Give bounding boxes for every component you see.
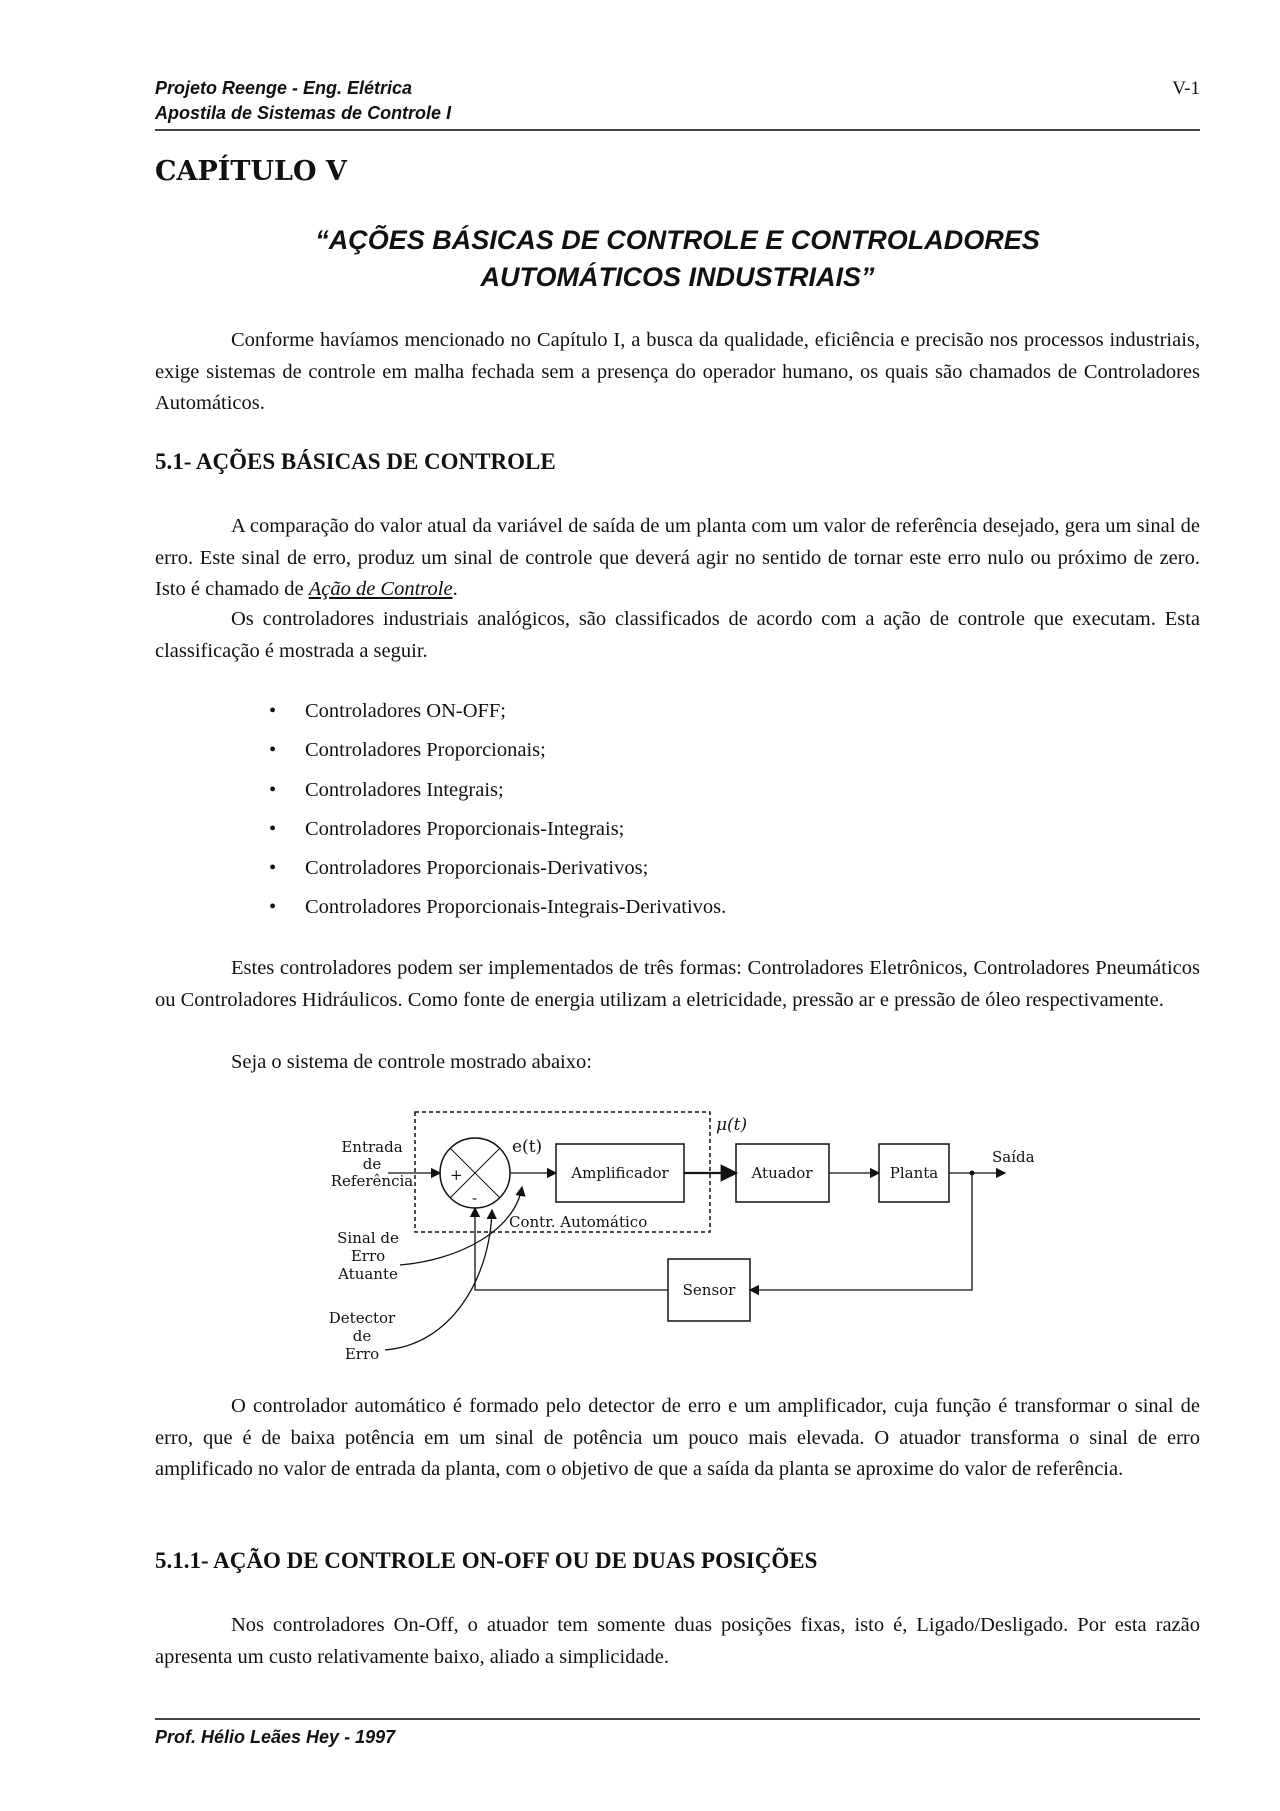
paragraph-on-off: Nos controladores On-Off, o atuador tem somente duas posições fixas, isto é, Ligado/Desligado. Por esta razão apresenta um custo relativamente baixo, aliado a simplicidade.	[155, 1614, 1200, 1668]
header-rule	[155, 129, 1200, 131]
control-system-block-diagram	[300, 1090, 1060, 1380]
label-line: de	[352, 1327, 372, 1345]
paragraph-controller-description: O controlador automático é formado pelo detector de erro e um amplificador, cuja função é transformar o sinal de erro, que é de baixa potência em um sinal de potência um pouco mais elevada. O atuador transforma o sinal de erro amplificado no valor de entrada da planta, com o objetivo de que a saída da planta se aproxime do valor de referência.	[155, 1395, 1200, 1480]
list-item	[255, 892, 726, 931]
page-number: V-1	[1172, 78, 1200, 99]
list-item-text: Controladores Proporcionais-Integrais;	[305, 817, 625, 840]
bullet-icon: •	[269, 778, 277, 801]
paragraph-implementations: Estes controladores podem ser implementados de três formas: Controladores Eletrônicos, Controladores Pneumáticos ou Controladores Hidráulicos. Como fonte de energia utilizam a eletricidade, pressão ar e pressão de óleo respectivamente.	[155, 957, 1200, 1011]
footer-author: Prof. Hélio Leães Hey - 1997	[155, 1727, 396, 1747]
header-course: Apostila de Sistemas de Controle I	[155, 103, 452, 123]
section-heading-5-1: 5.1- AÇÕES BÁSICAS DE CONTROLE	[155, 449, 556, 474]
label-line: Sinal de	[337, 1229, 399, 1247]
actuating-error-label	[337, 1229, 399, 1283]
bullet-icon: •	[269, 739, 277, 762]
input-label	[331, 1138, 414, 1190]
output-label: Saída	[992, 1148, 1035, 1166]
emphasis-acao-de-controle: Ação de Controle	[308, 578, 453, 600]
bullet-icon: •	[269, 817, 277, 840]
label-line: de	[362, 1155, 382, 1173]
list-item	[255, 696, 726, 735]
label-line: Entrada	[341, 1138, 403, 1156]
minus-sign: -	[472, 1189, 478, 1207]
control-signal-label: μ(t)	[716, 1115, 748, 1135]
list-item-text: Controladores Proporcionais;	[305, 739, 546, 762]
section-heading-5-1-1: 5.1.1- AÇÃO DE CONTROLE ON-OFF OU DE DUAS POSIÇÕES	[155, 1548, 818, 1573]
controller-type-list	[255, 696, 726, 932]
chapter-title	[155, 222, 1200, 296]
footer-rule	[155, 1718, 1200, 1720]
header-project: Projeto Reenge - Eng. Elétrica	[155, 78, 413, 98]
paragraph-system-intro: Seja o sistema de controle mostrado abaixo:	[231, 1051, 592, 1073]
text: A comparação do valor atual da variável de saída de um planta com um valor de referência desejado, gera um sinal de erro. Este sinal de erro, produz um sinal de controle que deverá agir no sentido de tornar este erro nulo ou próximo de zero. Isto é chamado de	[155, 515, 1200, 600]
paragraph-intro: Conforme havíamos mencionado no Capítulo I, a busca da qualidade, eficiência e precisão nos processos industriais, exige sistemas de controle em malha fechada sem a presença do operador humano, os quais são chamados de Controladores Automáticos.	[155, 329, 1200, 414]
list-item	[255, 775, 726, 814]
chapter-heading: CAPÍTULO V	[155, 156, 347, 187]
list-item-text: Controladores Proporcionais-Integrais-Derivativos.	[305, 896, 727, 919]
list-item-text: Controladores Proporcionais-Derivativos;	[305, 857, 649, 880]
actuator-label: Atuador	[751, 1164, 813, 1182]
label-line: Erro	[344, 1345, 380, 1363]
chapter-title-line1: “AÇÕES BÁSICAS DE CONTROLE E CONTROLADORES	[315, 225, 1040, 255]
signal-lines	[385, 1173, 1005, 1350]
label-line: Detector	[328, 1309, 396, 1327]
amplifier-label: Amplificador	[571, 1164, 669, 1182]
text: .	[452, 578, 458, 600]
takeoff-point	[970, 1171, 975, 1176]
bullet-icon: •	[269, 896, 277, 919]
paragraph-control-action	[155, 511, 1200, 606]
list-item	[255, 853, 726, 892]
list-item-text: Controladores Integrais;	[305, 778, 504, 801]
label-line: Atuante	[338, 1265, 398, 1283]
bullet-icon: •	[269, 857, 277, 880]
list-item-text: Controladores ON-OFF;	[305, 700, 507, 722]
error-signal-label: e(t)	[512, 1137, 543, 1157]
sensor-label: Sensor	[682, 1281, 736, 1299]
list-item	[255, 735, 726, 774]
plant-label: Planta	[889, 1164, 939, 1182]
plus-sign: +	[450, 1166, 463, 1184]
controller-label: Contr. Automático	[509, 1213, 648, 1231]
list-item	[255, 814, 726, 853]
paragraph-classification: Os controladores industriais analógicos, são classificados de acordo com a ação de controle que executam. Esta classificação é mostrada a seguir.	[155, 608, 1200, 662]
label-line: Referência	[330, 1172, 414, 1190]
bullet-icon: •	[269, 700, 277, 722]
label-line: Erro	[350, 1247, 386, 1265]
chapter-title-line2: AUTOMÁTICOS INDUSTRIAIS”	[480, 262, 875, 292]
error-detector-label	[329, 1309, 396, 1363]
